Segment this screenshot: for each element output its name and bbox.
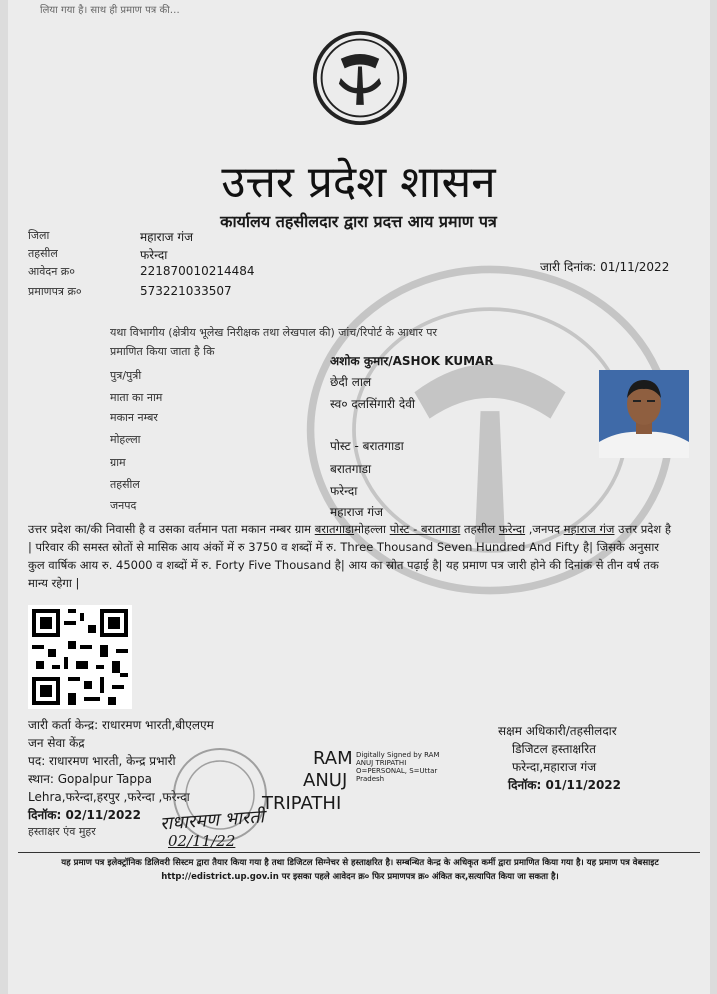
- district-detail-label: जनपद: [110, 499, 137, 512]
- digisign-name-2: ANUJ: [303, 770, 348, 791]
- digisign-note-4: Pradesh: [356, 775, 385, 783]
- para-text-1: उत्तर प्रदेश का/की निवासी है व उसका वर्तमान पता मकान नम्बर ग्राम: [28, 522, 315, 536]
- footer-divider: [18, 852, 700, 853]
- village-label: ग्राम: [110, 456, 126, 469]
- para-text-3: तहसील: [460, 522, 499, 536]
- issuer-jan-seva: जन सेवा केंद्र: [28, 736, 85, 750]
- page-subtitle: कार्यालय तहसीलदार द्वारा प्रदत्त आय प्रमाण पत्र: [220, 212, 497, 231]
- handwritten-date: 02/11/22: [168, 832, 236, 850]
- para-tehsil: फरेन्दा: [498, 522, 526, 536]
- application-label: आवेदन क्र०: [28, 265, 75, 278]
- district-value: महाराज गंज: [140, 230, 194, 244]
- certificate-value: 573221033507: [140, 284, 232, 298]
- house-label: मकान नम्बर: [110, 411, 158, 424]
- authority-line-1: सक्षम अधिकारी/तहसीलदार: [498, 724, 617, 738]
- top-note: लिया गया है। साथ ही प्रमाण पत्र की…: [40, 5, 180, 16]
- digisign-name-1: RAM: [313, 748, 353, 769]
- up-emblem: [312, 30, 408, 126]
- qr-code[interactable]: [28, 605, 132, 709]
- para-post: पोस्ट - बरातगाडा: [389, 522, 461, 536]
- application-value: 221870010214484: [140, 264, 255, 278]
- certificate-label: प्रमाणपत्र क्र०: [28, 285, 82, 298]
- digisign-note-1: Digitally Signed by RAM: [356, 751, 440, 759]
- authority-line-3: फरेन्दा,महाराज गंज: [512, 760, 597, 774]
- tehsil-value: फरेन्दा: [140, 248, 168, 262]
- mohalla-label: मोहल्ला: [110, 433, 141, 446]
- applicant-photo: [599, 370, 689, 458]
- digisign-name-3: TRIPATHI: [262, 793, 342, 814]
- issuer-date: दिनॉक: 02/11/2022: [28, 808, 142, 822]
- issuer-sign-label: हस्ताक्षर एंव मुहर: [28, 825, 96, 838]
- applicant-name: अशोक कुमार/ASHOK KUMAR: [330, 354, 494, 368]
- page-title: उत्तर प्रदेश शासन: [221, 157, 496, 208]
- digisign-note-3: O=PERSONAL, S=Uttar: [356, 767, 438, 775]
- district-label: जिला: [28, 229, 50, 242]
- intro-line-2: प्रमाणित किया जाता है कि: [110, 345, 215, 358]
- para-text-4: ,जनपद: [525, 522, 564, 536]
- digisign-note: [356, 751, 439, 783]
- mohalla-value: पोस्ट - बरातगाडा: [330, 439, 404, 453]
- issuer-place: स्थान: Gopalpur Tappa: [28, 772, 152, 786]
- para-text-5: उत्तर प्रदेश है | परिवार की समस्त स्रोतों से मासिक आय अंकों में रु 3750 व शब्दों में रु. Three Thousand Seven Hundred And Fifty है| जिसके अनुसार कुल वार्षिक आय रु. 45000 व शब्दों में रु. Forty Five Thousand है| आय का स्रोत पढ़ाई है| यह प्रमाण पत्र जारी होने की दिनांक से तीन वर्ष तक मान्य रहेगा |: [28, 522, 671, 590]
- income-paragraph: [28, 520, 678, 592]
- para-village: बरातगाडा: [314, 522, 355, 536]
- district-detail-value: महाराज गंज: [330, 505, 384, 519]
- intro-line-1: यथा विभागीय (क्षेत्रीय भूलेख निरीक्षक तथा लेखपाल की) जांच/रिपोर्ट के आधार पर: [110, 326, 437, 339]
- mother-value: स्व० दलसिंगारी देवी: [330, 397, 415, 411]
- footer-note: यह प्रमाण पत्र इलेक्ट्रॉनिक डिलिवरी सिस्टम द्वारा तैयार किया गया है तथा डिजिटल सिग्नेचर से हस्ताक्षरित है। सम्बन्धित केन्द्र के अधिकृत कर्मी द्वारा प्रमाणित किया गया है। यह प्रमाण पत्र वेबसाइट http://edistrict.up.gov.in पर इसका पहले आवेदन क्र० फिर प्रमाणपत्र क्र० अंकित कर,सत्यापित किया जा सकता है।: [61, 858, 659, 882]
- tehsil-detail-value: फरेन्दा: [330, 484, 358, 498]
- authority-date: दिनॉक: 01/11/2022: [508, 778, 622, 792]
- para-text-2: मोहल्ला: [354, 522, 390, 536]
- authority-line-2: डिजिटल हस्ताक्षरित: [512, 742, 596, 756]
- issuer-post: पद: राधारमण भारती, केन्द्र प्रभारी: [28, 754, 176, 768]
- digisign-note-2: ANUJ TRIPATHI: [356, 759, 407, 767]
- issuer-center: जारी कर्ता केन्द्र: राधारमण भारती,बीएलएम: [28, 718, 214, 732]
- para-district: महाराज गंज: [563, 522, 615, 536]
- handwritten-signature: राधारमण भारती: [159, 806, 265, 835]
- son-value: छेदी लाल: [330, 375, 372, 389]
- issue-date: जारी दिनांक: 01/11/2022: [540, 260, 670, 274]
- son-label: पुत्र/पुत्री: [110, 369, 142, 382]
- tehsil-detail-label: तहसील: [110, 478, 140, 491]
- tehsil-label: तहसील: [28, 247, 58, 260]
- mother-label: माता का नाम: [110, 391, 163, 404]
- issuer-place-2: Lehra,फरेन्दा,हरपुर ,फरेन्दा ,फरेन्दा: [28, 790, 190, 804]
- village-value: बरातगाडा: [330, 462, 372, 476]
